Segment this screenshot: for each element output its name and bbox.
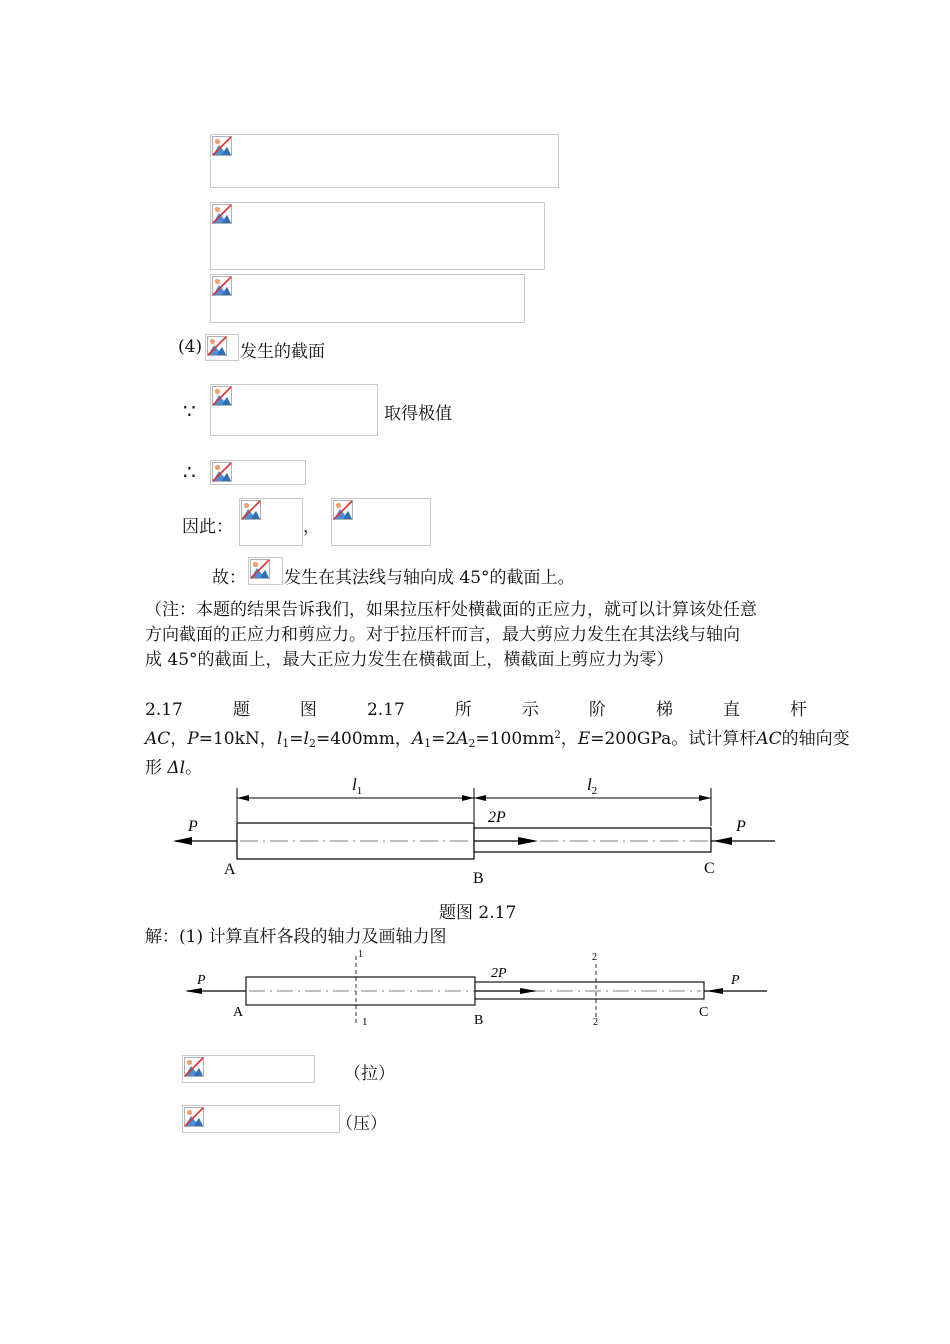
equation-image-7 [239,498,303,546]
broken-image-icon [212,276,232,296]
label-p-left: P [188,818,198,835]
label-c: C [704,860,715,877]
figure-axial-sections [175,946,775,1030]
section-2-top-label: 2 [592,952,597,963]
note-line-3: 成 45°的截面上，最大正应力发生在横截面上，横截面上剪应力为零） [145,650,674,670]
section4-occur-text: 发生的截面 [240,342,325,362]
arrow-head [706,988,723,994]
broken-image-icon [207,336,227,356]
problem-line-1: 2.17 题 图 2.17 所 示 阶 梯 直 杆 [145,700,807,720]
dim-arrow [699,795,711,801]
dim-arrow [462,795,474,801]
hence-label: 因此： [182,517,233,537]
label-l2: $l_2$ [587,775,598,797]
broken-image-icon [241,500,261,520]
problem-line-2: AC，P=10kN，$l_1=l_2=400mm$，$A_1=2A_2=100mm^2$，E=200GPa。试计算杆AC的轴向变 [145,729,850,750]
section-1-top-label: 1 [358,949,363,960]
arrow-head [185,988,202,994]
figure-caption: 题图 2.17 [439,903,517,923]
label-b: B [474,1013,484,1028]
broken-image-icon [212,462,232,482]
equation-image-3 [210,274,525,323]
label-a: A [233,1005,244,1020]
equation-image-2 [210,202,545,270]
so-label: 故： [212,568,246,588]
problem-line-3: 形 Δl。 [145,758,203,778]
bar-segment-bc [474,828,711,852]
compression-label: （压） [336,1114,387,1134]
label-p-right: P [736,818,746,835]
comma: ， [303,517,320,537]
label-2p: 2P [488,809,506,826]
broken-image-icon [212,204,232,224]
note-paragraph [145,598,807,673]
label-a: A [224,861,236,878]
label-l1: $l_1$ [352,775,363,797]
broken-image-icon [184,1057,204,1077]
solution-heading: 解：(1) 计算直杆各段的轴力及画轴力图 [145,927,447,947]
equation-image-9 [248,557,283,585]
section4-prefix: (4) [178,337,203,357]
broken-image-icon [212,136,232,156]
because-symbol: ∵ [183,399,196,423]
equation-image-1 [210,134,559,188]
therefore-symbol: ∴ [183,460,196,484]
arrow-head [713,837,732,845]
figure-2-17 [160,770,790,888]
note-line-1: （注：本题的结果告诉我们，如果拉压杆处横截面的正应力，就可以计算该处任意 [145,600,757,620]
note-line-2: 方向截面的正应力和剪应力。对于拉压杆而言，最大剪应力发生在其法线与轴向 [145,625,740,645]
tension-label: （拉） [344,1064,395,1084]
problem-params: ，P=10kN，$l_1=l_2=400mm$，$A_1=2A_2=100mm^2$，E=200GPa。试计算杆 [170,729,757,750]
arrow-head [173,837,192,845]
conclusion-text: 发生在其法线与轴向成 45°的截面上。 [284,568,575,588]
label-c: C [699,1005,709,1020]
label-b: B [473,870,484,887]
extremum-text: 取得极值 [384,404,452,424]
equation-image-6 [210,460,306,485]
label-p-left: P [197,973,206,988]
dim-arrow [237,795,249,801]
equation-image-10 [182,1055,315,1083]
label-2p: 2P [491,966,507,981]
problem-statement [145,698,850,781]
section-1-bottom-label: 1 [362,1016,368,1028]
broken-image-icon [250,559,270,579]
broken-image-icon [184,1107,204,1127]
equation-image-11 [182,1105,340,1133]
equation-image-8 [331,498,431,546]
label-p-right: P [731,973,740,988]
dim-arrow [474,795,486,801]
broken-image-icon [333,500,353,520]
equation-image-5 [210,384,378,436]
broken-image-icon [212,386,232,406]
section-2-bottom-label: 2 [593,1017,598,1028]
equation-image-4 [205,334,239,361]
